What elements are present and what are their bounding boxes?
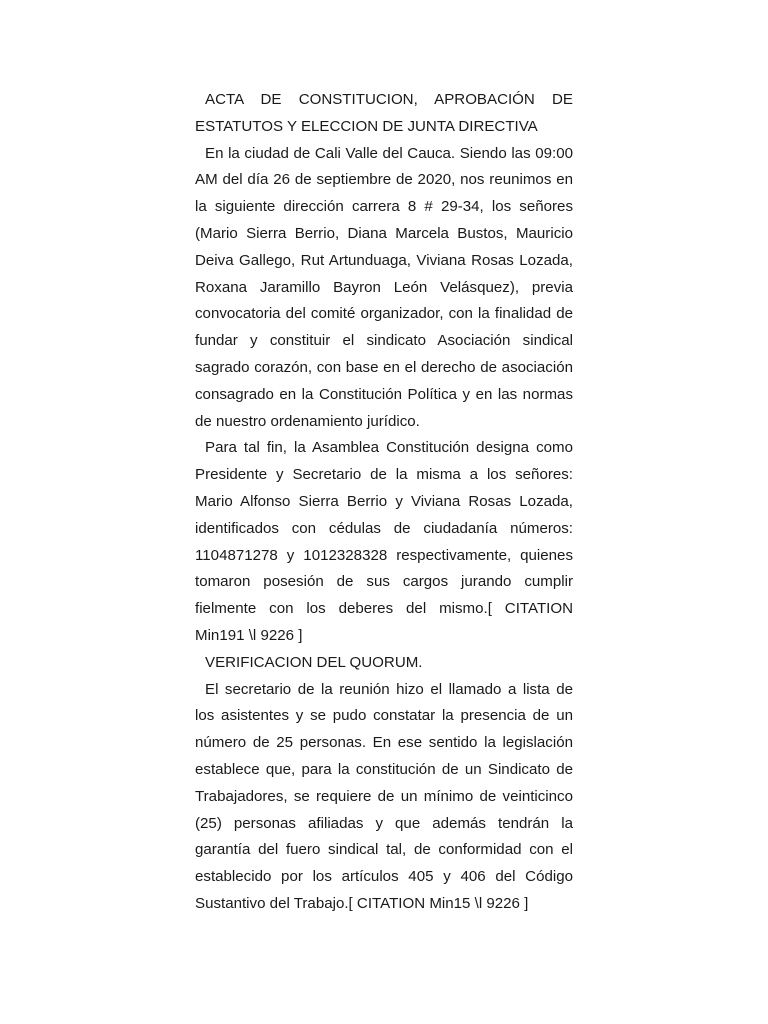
paragraph-officers: Para tal fin, la Asamblea Constitución designa como Presidente y Secretario de la misma a los señores: Mario Alfonso Sierra Berrio y Viviana Rosas Lozada, identificados con cédulas de ciudadanía números: 1104871278 y 1012328328 respectivamente, quienes tomaron posesión de sus cargos jurando cumplir fielmente con los deberes del mismo.[ CITATION Min191 \l 9226 ] (195, 439, 573, 644)
paragraph-quorum: El secretario de la reunión hizo el llamado a lista de los asistentes y se pudo constatar la presencia de un número de 25 personas. En ese sentido la legislación establece que, para la constitución de un Sindicato de Trabajadores, se requiere de un mínimo de veinticinco (25) personas afiliadas y que además tendrán la garantía del fuero sindical tal, de conformidad con el establecido por los artículos 405 y 406 del Código Sustantivo del Trabajo.[ CITATION Min15 \l 9226 ] (195, 680, 573, 912)
document-page (195, 87, 573, 918)
paragraph-meeting-intro: En la ciudad de Cali Valle del Cauca. Siendo las 09:00 AM del día 26 de septiembre de 2020, nos reunimos en la siguiente dirección carrera 8 # 29-34, los señores (Mario Sierra Berrio, Diana Marcela Bustos, Mauricio Deiva Gallego, Rut Artunduaga, Viviana Rosas Lozada, Roxana Jaramillo Bayron León Velásquez), previa convocatoria del comité organizador, con la finalidad de fundar y constituir el sindicato Asociación sindical sagrado corazón, con base en el derecho de asociación consagrado en la Constitución Política y en las normas de nuestro ordenamiento jurídico. (195, 144, 573, 430)
document-title: ACTA DE CONSTITUCION, APROBACIÓN DE ESTATUTOS Y ELECCION DE JUNTA DIRECTIVA (195, 91, 573, 135)
section-heading-quorum: VERIFICACION DEL QUORUM. (205, 653, 423, 671)
